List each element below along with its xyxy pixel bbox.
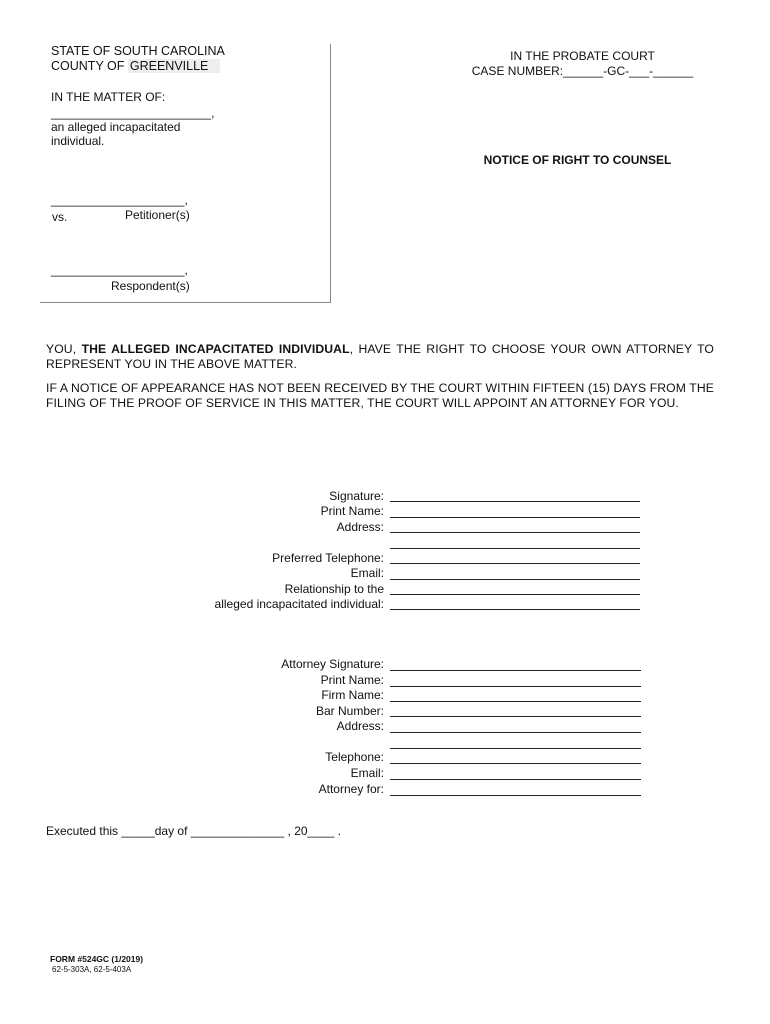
print-name-label: Print Name: — [320, 504, 384, 518]
preferred-telephone-label: Preferred Telephone: — [272, 551, 384, 565]
attorney-email-label: Email: — [350, 766, 384, 780]
notice-title: NOTICE OF RIGHT TO COUNSEL — [483, 153, 672, 167]
case-number[interactable]: CASE NUMBER:______-GC-___-______ — [471, 64, 694, 78]
alleged-line-1: an alleged incapacitated — [51, 120, 181, 134]
preferred-telephone-field[interactable] — [390, 563, 640, 564]
firm-name-field[interactable] — [390, 701, 641, 702]
signature-label: Signature: — [329, 489, 384, 503]
relationship-field-2[interactable] — [390, 609, 640, 610]
attorney-telephone-field[interactable] — [390, 763, 641, 764]
print-name-field[interactable] — [390, 517, 640, 518]
attorney-address-field-1[interactable] — [390, 732, 641, 733]
petitioner-blank[interactable]: ____________________, — [51, 193, 188, 207]
respondent-label: Respondent(s) — [111, 279, 190, 293]
email-field[interactable] — [390, 579, 640, 580]
attorney-print-name-label: Print Name: — [320, 673, 384, 687]
relationship-label-1: Relationship to the — [284, 582, 384, 596]
county-line — [51, 59, 220, 73]
attorney-signature-field[interactable] — [390, 670, 641, 671]
address-label: Address: — [336, 520, 384, 534]
matter-label: IN THE MATTER OF: — [51, 90, 166, 104]
email-label: Email: — [350, 566, 384, 580]
address-field-2[interactable] — [390, 548, 640, 549]
statute-references: 62-5-303A, 62-5-403A — [52, 965, 132, 974]
attorney-telephone-label: Telephone: — [325, 750, 384, 764]
respondent-blank[interactable]: ____________________, — [51, 263, 188, 277]
vs-label: vs. — [52, 210, 68, 224]
form-id: FORM #524GC (1/2019) — [50, 954, 144, 964]
p1-bold: THE ALLEGED INCAPACITATED INDIVIDUAL — [81, 342, 350, 356]
attorney-email-field[interactable] — [390, 779, 641, 780]
alleged-line-2: individual. — [51, 134, 105, 148]
p1-rest: , HAVE THE RIGHT TO CHOOSE YOUR OWN ATTORNEY TO REPRESENT YOU IN THE ABOVE MATTER. — [46, 342, 715, 371]
signature-field[interactable] — [390, 501, 640, 502]
attorney-address-field-2[interactable] — [390, 748, 641, 749]
attorney-address-label: Address: — [336, 719, 384, 733]
attorney-for-label: Attorney for: — [318, 782, 384, 796]
relationship-field-1[interactable] — [390, 594, 640, 595]
firm-name-label: Firm Name: — [321, 688, 384, 702]
individual-name-blank[interactable]: ________________________, — [51, 106, 215, 120]
petitioner-label: Petitioner(s) — [125, 208, 190, 222]
attorney-signature-label: Attorney Signature: — [281, 657, 384, 671]
executed-line[interactable]: Executed this _____day of ______________ , 20____ . — [46, 824, 341, 838]
bar-number-label: Bar Number: — [315, 704, 384, 718]
paragraph-right-to-choose — [46, 342, 714, 372]
attorney-for-field[interactable] — [390, 795, 641, 796]
state-line: STATE OF SOUTH CAROLINA — [51, 44, 225, 58]
county-field[interactable]: GREENVILLE — [128, 59, 221, 73]
bar-number-field[interactable] — [390, 716, 641, 717]
court-name: IN THE PROBATE COURT — [510, 49, 655, 63]
attorney-print-name-field[interactable] — [390, 686, 641, 687]
paragraph-appointment: IF A NOTICE OF APPEARANCE HAS NOT BEEN RECEIVED BY THE COURT WITHIN FIFTEEN (15) DAYS FROM THE FILING OF THE PROOF OF SERVICE IN THIS MATTER, THE COURT WILL APPOINT AN ATTORNEY FOR YOU. — [46, 381, 714, 410]
relationship-label-2: alleged incapacitated individual: — [214, 597, 384, 611]
address-field-1[interactable] — [390, 532, 640, 533]
county-prefix: COUNTY OF — [51, 59, 125, 73]
p1-prefix: YOU, — [46, 342, 82, 356]
